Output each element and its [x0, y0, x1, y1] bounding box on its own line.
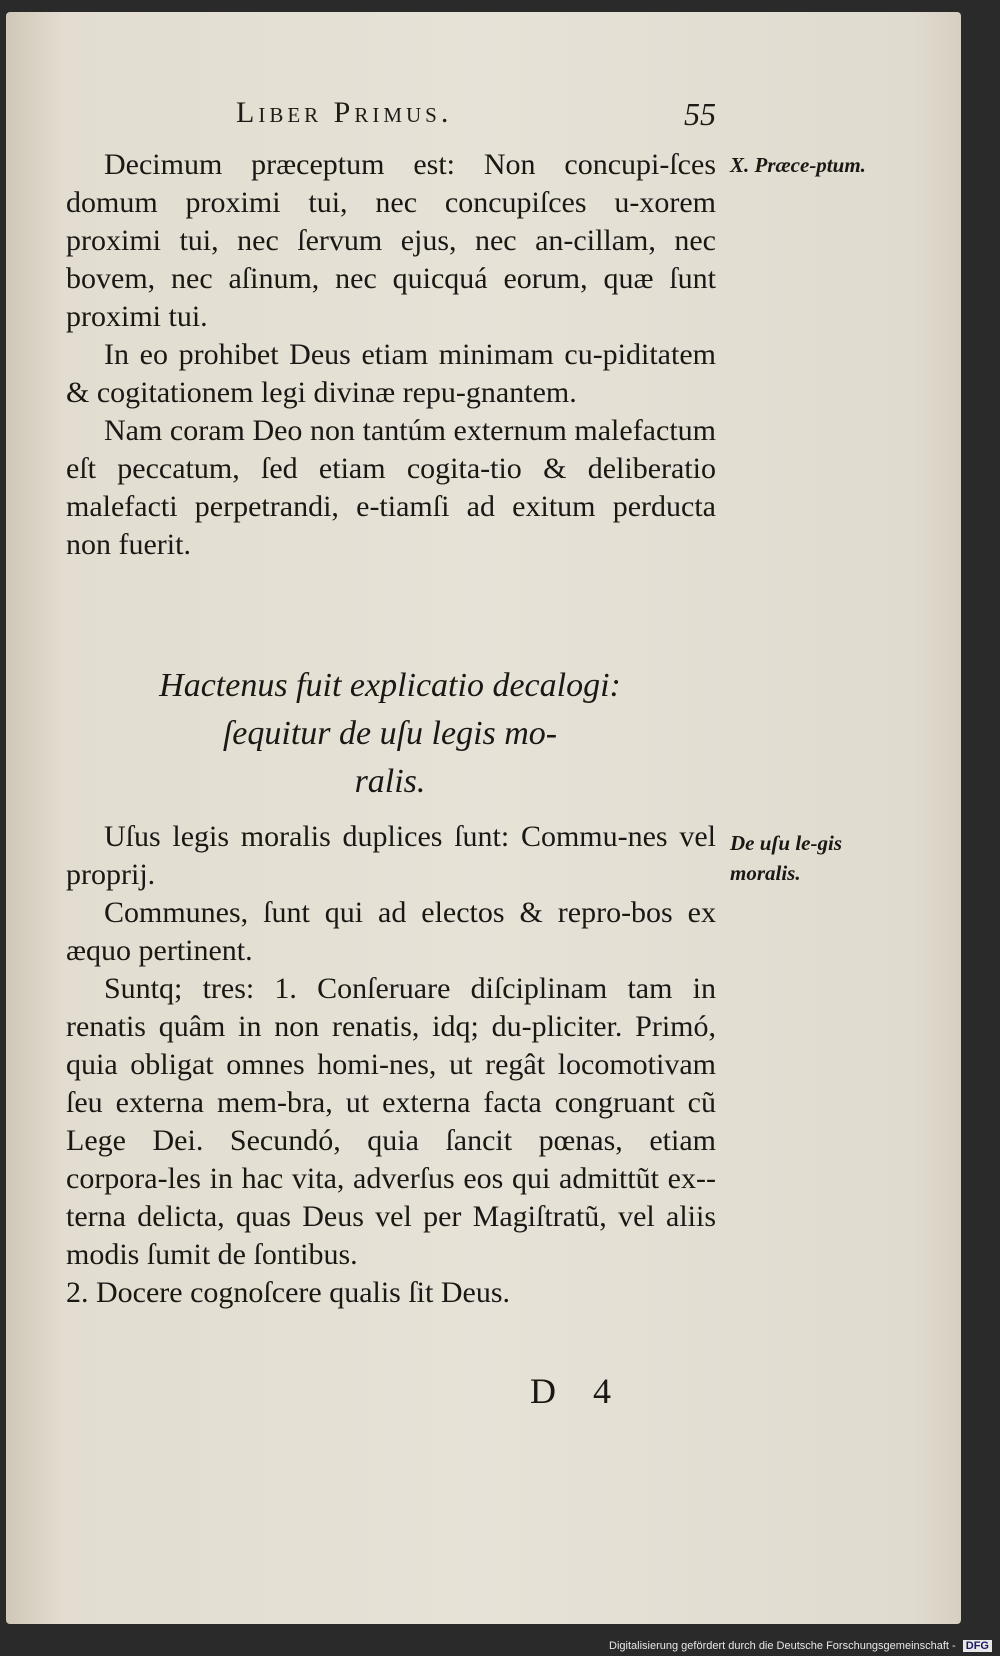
heading-line: ralis.	[354, 763, 426, 800]
dfg-logo: DFG	[963, 1640, 992, 1652]
section-decimum-praeceptum	[66, 146, 716, 564]
page-number: 55	[684, 96, 716, 132]
running-head	[236, 96, 716, 140]
paragraph: Uſus legis moralis duplices ſunt: Commu-nes vel proprij.	[66, 820, 716, 891]
paragraph: Decimum præceptum est: Non concupi-ſces domum proximi tui, nec concupiſces u-xorem proximi tui, nec ſervum ejus, nec an-cillam, nec bovem, nec aſinum, nec quicquá eorum, quæ ſunt proximi tui.	[66, 148, 716, 333]
paragraph: Communes, ſunt qui ad electos & repro-bos ex æquo pertinent.	[66, 896, 716, 967]
paragraph: Nam coram Deo non tantúm externum malefactum eſt peccatum, ſed etiam cogita-tio & deliberatio malefacti perpetrandi, e-tiamſi ad exitum perducta non fuerit.	[66, 414, 716, 561]
margin-note-de-usu: De uſu le-gis moralis.	[730, 831, 842, 885]
heading-line: Hactenus fuit explicatio decalogi:	[159, 667, 621, 704]
paragraph: Suntq; tres: 1. Conſeruare diſciplinam tam in renatis quâm in non renatis, idq; du-pliciter. Primó, quia obligat omnes homi-nes, ut regât locomotivam ſeu externa mem-bra, ut externa facta congruant cũ Lege Dei. Secundó, quia ſancit pœnas, etiam corpora-les in hac vita, adverſus eos qui admittũt ex-terna delicta, quas Deus vel per Magiſtratũ, vel aliis modis ſumit de ſontibus.	[66, 972, 716, 1271]
section-heading	[110, 662, 670, 806]
footer-credit	[609, 1640, 992, 1652]
numbered-line: 2. Docere cognoſcere qualis ſit Deus.	[66, 1276, 511, 1309]
footer-text: Digitalisierung gefördert durch die Deutsche Forschungsgemeinschaft -	[609, 1640, 956, 1652]
signature-mark: D 4	[530, 1371, 625, 1411]
heading-line: ſequitur de uſu legis mo-	[222, 715, 558, 752]
section-de-usu-legis	[66, 818, 716, 1312]
running-head-title: Liber Primus.	[236, 96, 453, 129]
paragraph: In eo prohibet Deus etiam minimam cu-piditatem & cogitationem legi divinæ repu-gnantem.	[66, 338, 716, 409]
margin-note-praeceptum: X. Præce-ptum.	[730, 153, 866, 177]
